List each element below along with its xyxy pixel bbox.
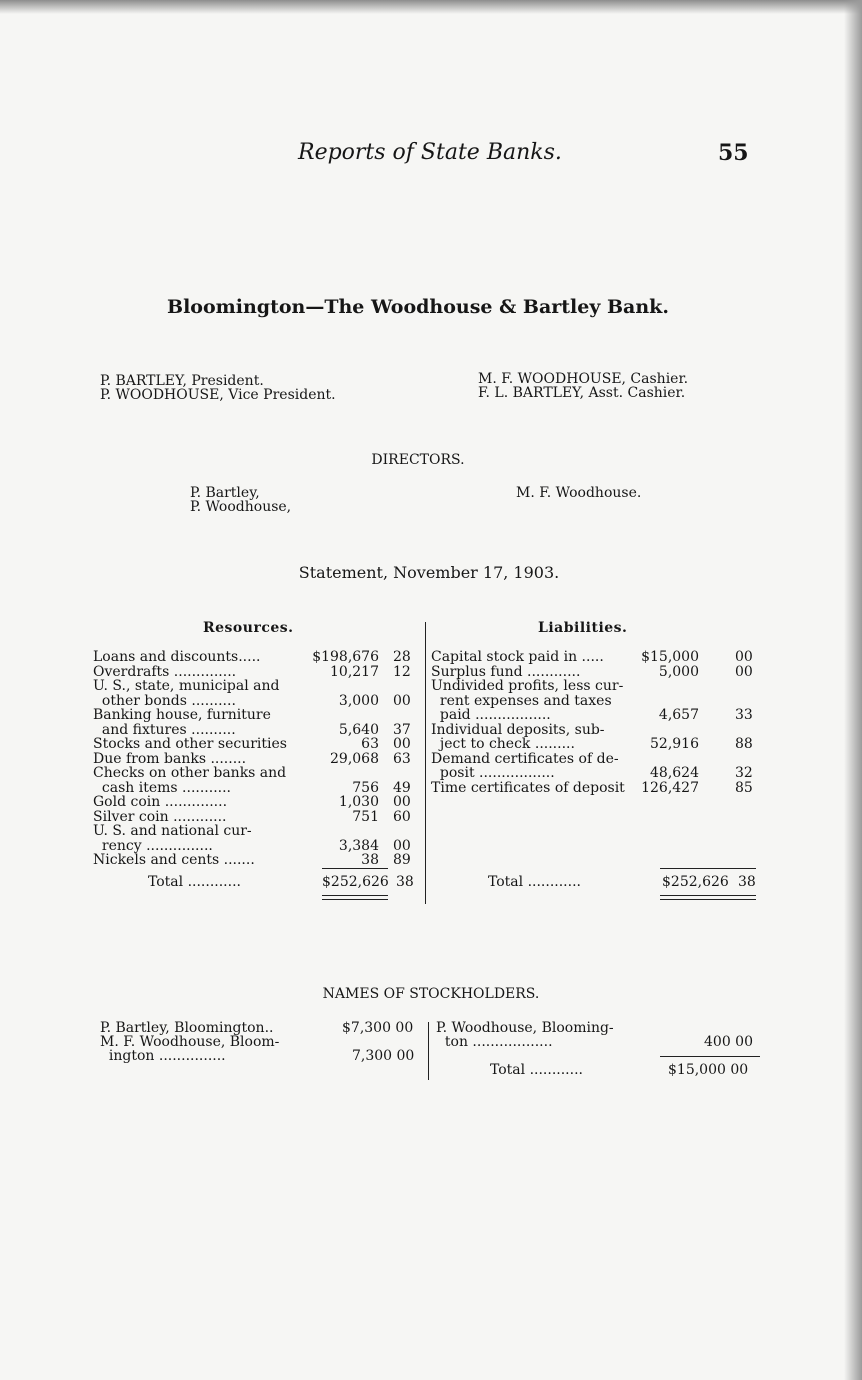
- resources-label: U. S. and national cur-: [93, 823, 252, 839]
- liabilities-dollars: 5,000: [658, 663, 699, 680]
- liabilities-row: [431, 665, 761, 680]
- resources-label: Loans and discounts.....: [93, 649, 261, 665]
- liabilities-row: [431, 723, 761, 738]
- liabilities-label: rent expenses and taxes: [431, 692, 612, 709]
- liabilities-cents: 33: [735, 707, 753, 723]
- officer-cashier: M. F. WOODHOUSE, Cashier.: [478, 371, 689, 387]
- liabilities-total-cents: 38: [738, 874, 756, 890]
- resources-row: [93, 853, 423, 868]
- resources-label: Banking house, furniture: [93, 707, 271, 723]
- resources-row: [93, 665, 423, 680]
- liabilities-cents: 85: [735, 779, 753, 796]
- stockholder-label: ington ...............: [100, 1048, 226, 1064]
- director-name: M. F. Woodhouse.: [516, 485, 642, 501]
- stockholders-heading: NAMES OF STOCKHOLDERS.: [322, 986, 540, 1002]
- liabilities-total-dollars: $252,626: [662, 874, 729, 890]
- statement-column-divider: [425, 622, 426, 904]
- liabilities-total-row: [488, 874, 581, 890]
- resources-cents: 00: [393, 837, 411, 854]
- directors-heading: DIRECTORS.: [371, 452, 465, 468]
- statement-title: Statement, November 17, 1903.: [298, 563, 560, 582]
- liabilities-total-double-rule: [660, 899, 756, 900]
- stockholder-amount: $7,300 00: [342, 1020, 414, 1036]
- stockholders-total-label: Total ............: [490, 1062, 583, 1078]
- liabilities-label: Undivided profits, less cur-: [431, 678, 624, 694]
- liabilities-label: paid .................: [431, 707, 551, 723]
- resources-row: [93, 708, 423, 723]
- resources-dollars: 63: [361, 736, 379, 752]
- resources-total-cents: 38: [396, 874, 414, 890]
- director-name: P. Woodhouse,: [190, 499, 292, 515]
- resources-heading: Resources.: [203, 620, 294, 636]
- resources-row: [93, 752, 423, 767]
- director-name: P. Bartley,: [190, 485, 260, 501]
- resources-cents: 63: [393, 750, 411, 767]
- stockholder-label: P. Woodhouse, Blooming-: [436, 1020, 614, 1036]
- liabilities-cents: 00: [735, 663, 753, 680]
- resources-row: [93, 781, 423, 796]
- resources-row: [93, 824, 423, 839]
- liabilities-label: posit .................: [431, 765, 555, 781]
- resources-row: [93, 839, 423, 854]
- directors-left: [190, 486, 291, 514]
- resources-row: [93, 810, 423, 825]
- officers-left: [100, 374, 336, 402]
- running-title: Reports of State Banks.: [298, 140, 562, 165]
- stockholders-total-amount: $15,000 00: [668, 1062, 749, 1078]
- liabilities-row: [431, 781, 761, 796]
- liabilities-row: [431, 737, 761, 752]
- resources-total-row: [148, 874, 241, 890]
- resources-label: Checks on other banks and: [93, 765, 287, 781]
- resources-total-double-rule: [322, 899, 388, 900]
- stockholders-column-divider: [428, 1022, 429, 1080]
- resources-dollars: 5,640: [338, 721, 379, 738]
- liabilities-heading: Liabilities.: [538, 620, 628, 636]
- bank-title: Bloomington—The Woodhouse & Bartley Bank.: [167, 296, 669, 318]
- resources-label: Overdrafts ..............: [93, 663, 237, 680]
- resources-total-dollars: $252,626: [322, 874, 389, 890]
- stockholder-label: P. Bartley, Bloomington..: [100, 1020, 274, 1036]
- resources-row: [93, 679, 423, 694]
- resources-dollars: $198,676: [312, 649, 379, 665]
- liabilities-cents: 88: [735, 736, 753, 752]
- resources-cents: 37: [393, 721, 411, 738]
- liabilities-label: Surplus fund ............: [431, 663, 581, 680]
- resources-row: [93, 650, 423, 665]
- liabilities-label: ject to check .........: [431, 736, 575, 752]
- resources-dollars: 751: [352, 808, 379, 825]
- resources-total-double-rule: [322, 895, 388, 896]
- officer-asst-cashier: F. L. BARTLEY, Asst. Cashier.: [478, 385, 686, 401]
- liabilities-dollars: 48,624: [650, 765, 699, 781]
- resources-cents: 60: [393, 808, 411, 825]
- resources-row: [93, 694, 423, 709]
- resources-dollars: 3,384: [338, 837, 379, 854]
- resources-dollars: 1,030: [338, 794, 379, 810]
- liabilities-label: Individual deposits, sub-: [431, 721, 605, 738]
- officer-president: P. BARTLEY, President.: [100, 373, 264, 389]
- liabilities-dollars: 52,916: [650, 736, 699, 752]
- resources-label: Nickels and cents .......: [93, 852, 255, 868]
- resources-dollars: 3,000: [338, 692, 379, 709]
- resources-table: [93, 650, 423, 868]
- resources-label: Due from banks ........: [93, 750, 247, 767]
- liabilities-row: [431, 694, 761, 709]
- liabilities-dollars: 126,427: [641, 779, 699, 796]
- liabilities-row: [431, 708, 761, 723]
- resources-cents: 49: [393, 779, 411, 796]
- stockholder-label: M. F. Woodhouse, Bloom-: [100, 1034, 280, 1050]
- resources-cents: 28: [393, 649, 411, 665]
- liabilities-row: [431, 752, 761, 767]
- liabilities-row: [431, 650, 761, 665]
- liabilities-total-double-rule: [660, 895, 756, 896]
- scan-edge-top: [0, 0, 862, 14]
- resources-row: [93, 795, 423, 810]
- resources-dollars: 29,068: [330, 750, 379, 767]
- liabilities-total-rule: [660, 868, 756, 869]
- liabilities-label: Time certificates of deposit: [431, 779, 625, 796]
- stockholder-amount: 400 00: [704, 1034, 753, 1050]
- resources-total-rule: [322, 868, 388, 869]
- liabilities-label: Capital stock paid in .....: [431, 649, 604, 665]
- officer-vice-president: P. WOODHOUSE, Vice President.: [100, 387, 336, 403]
- officers-right: [478, 372, 688, 400]
- resources-total-label: Total ............: [148, 874, 241, 890]
- stockholder-amount: 7,300 00: [352, 1048, 415, 1064]
- resources-label: other bonds ..........: [93, 692, 236, 709]
- liabilities-table: [431, 650, 761, 795]
- liabilities-dollars: 4,657: [658, 707, 699, 723]
- resources-dollars: 756: [352, 779, 379, 796]
- liabilities-total-label: Total ............: [488, 874, 581, 890]
- resources-label: U. S., state, municipal and: [93, 678, 280, 694]
- resources-label: and fixtures ..........: [93, 721, 236, 738]
- resources-label: cash items ...........: [93, 779, 231, 796]
- stockholder-label: ton ..................: [436, 1034, 553, 1050]
- page-number: 55: [718, 140, 749, 166]
- resources-label: Silver coin ............: [93, 808, 227, 825]
- resources-cents: 00: [393, 794, 411, 810]
- scan-edge-right: [844, 0, 862, 1380]
- resources-dollars: 38: [361, 852, 379, 868]
- resources-label: Stocks and other securities: [93, 736, 287, 752]
- resources-cents: 00: [393, 692, 411, 709]
- liabilities-row: [431, 766, 761, 781]
- liabilities-row: [431, 679, 761, 694]
- stockholders-total-rule: [660, 1056, 760, 1057]
- resources-label: rency ...............: [93, 837, 213, 854]
- resources-row: [93, 737, 423, 752]
- liabilities-cents: 32: [735, 765, 753, 781]
- liabilities-label: Demand certificates of de-: [431, 750, 619, 767]
- resources-cents: 00: [393, 736, 411, 752]
- resources-row: [93, 766, 423, 781]
- directors-right: [516, 486, 641, 500]
- resources-label: Gold coin ..............: [93, 794, 228, 810]
- liabilities-cents: 00: [735, 649, 753, 665]
- resources-dollars: 10,217: [330, 663, 379, 680]
- resources-cents: 89: [393, 852, 411, 868]
- resources-row: [93, 723, 423, 738]
- liabilities-dollars: $15,000: [641, 649, 699, 665]
- resources-cents: 12: [393, 663, 411, 680]
